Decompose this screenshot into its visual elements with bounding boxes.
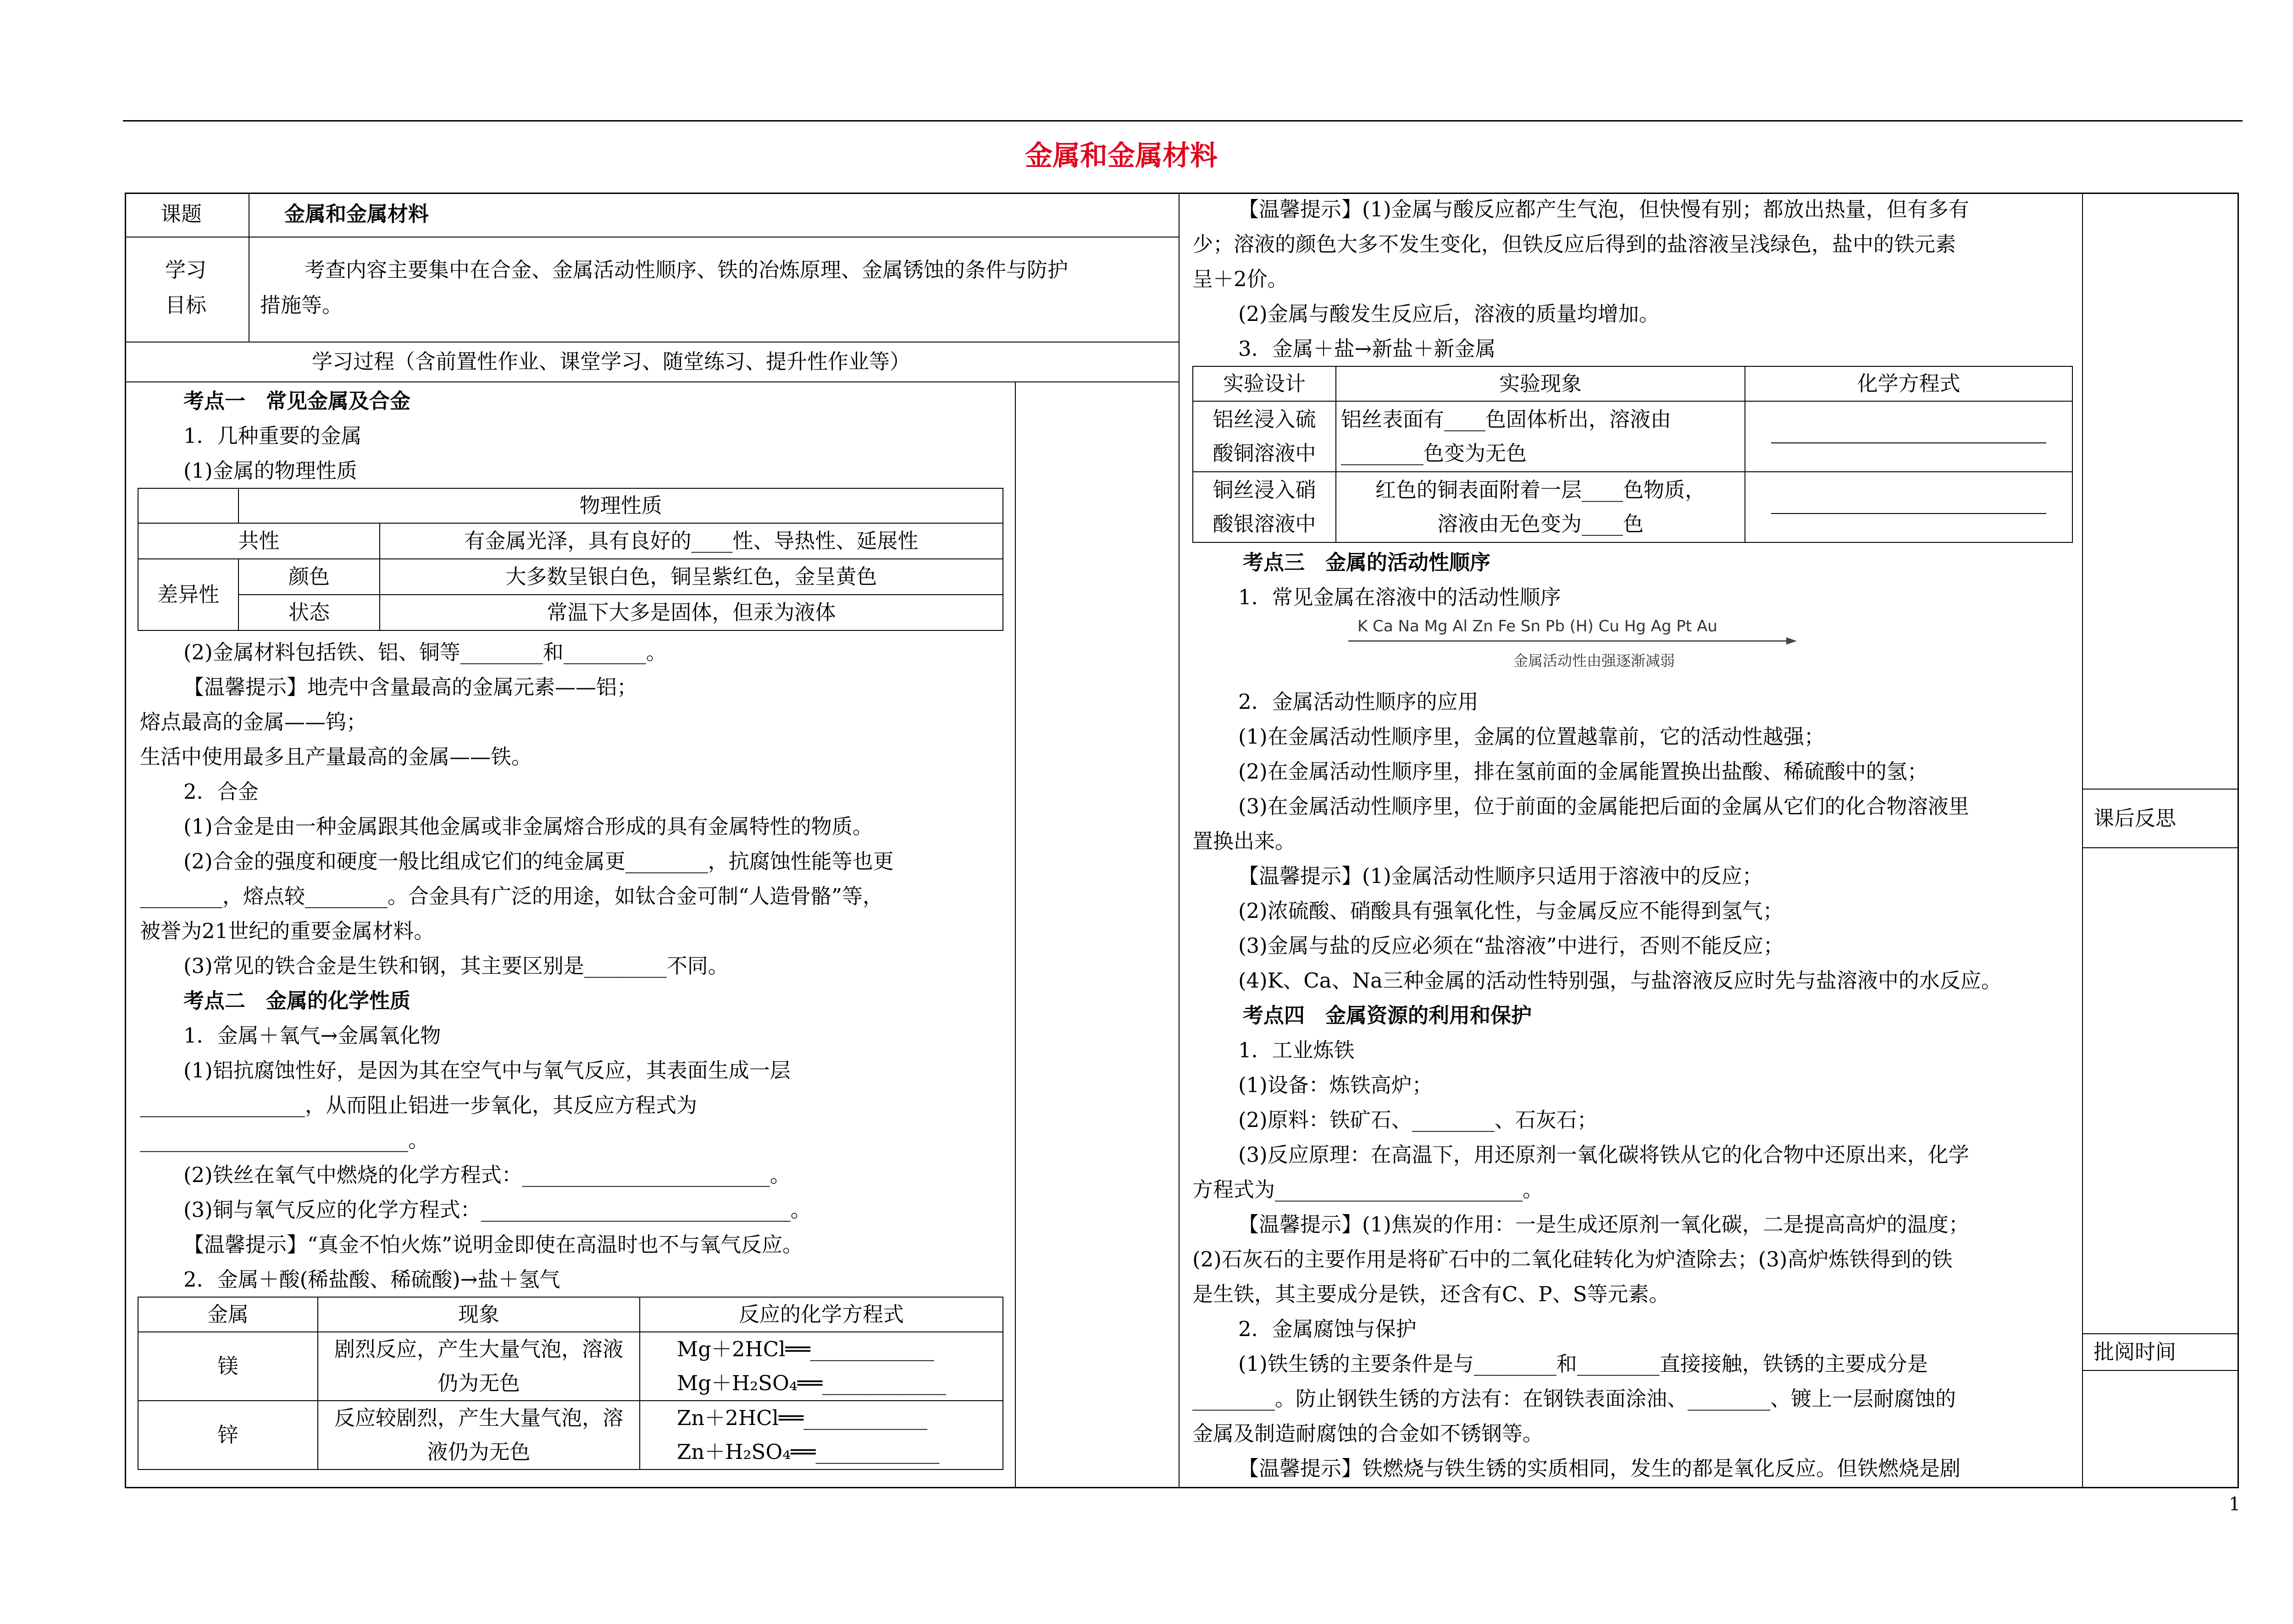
tip-4-line4: (4)K、Ca、Na三种金属的活动性特别强，与盐溶液反应时先与盐溶液中的水反应。 (1238, 968, 2002, 993)
main-column-divider (1179, 193, 1180, 1488)
salt-r1-phen-2: ________色变为无色 (1341, 441, 1527, 465)
section-1-heading: 考点一 常见金属及合金 (183, 389, 411, 413)
section-3-1: 1．常见金属在溶液中的活动性顺序 (1238, 585, 1561, 609)
section-3-2b: (2)在金属活动性顺序里，排在氢前面的金属能置换出盐酸、稀硫酸中的氢； (1238, 759, 1928, 784)
state-text: 常温下大多是固体，但汞为液体 (380, 595, 1003, 630)
page-title: 金属和金属材料 (1025, 140, 1218, 172)
section-2-1b: (2)铁丝在氧气中燃烧的化学方程式：________________________。 (183, 1163, 791, 1187)
page-number: 1 (2229, 1494, 2241, 1515)
acid-mg-eq-2: Mg＋H₂SO₄══____________ (677, 1371, 947, 1395)
side-column-divider (2082, 193, 2083, 1488)
goal-text-2: 措施等。 (260, 293, 343, 317)
tip-6: 【温馨提示】铁燃烧与铁生锈的实质相同，发生的都是氧化反应。但铁燃烧是剧 (1238, 1456, 1961, 1480)
section-1-2c: (3)常见的铁合金是生铁和钢，其主要区别是________不同。 (183, 954, 729, 978)
color-label: 颜色 (238, 559, 380, 595)
tip-3-line3: 呈＋2价。 (1192, 267, 1288, 291)
section-2-1: 1．金属＋氧气→金属氧化物 (183, 1023, 441, 1048)
tip-4-line1: 【温馨提示】(1)金属活动性顺序只适用于溶液中的反应； (1238, 864, 1763, 888)
acid-zn-phen-1: 反应较剧烈，产生大量气泡，溶 (334, 1406, 623, 1430)
section-2-2: 2．金属＋酸(稀盐酸、稀硫酸)→盐＋氢气 (183, 1267, 560, 1292)
goal-label-1: 学习 (165, 258, 207, 282)
acid-head-eq: 反应的化学方程式 (640, 1297, 1003, 1332)
topic-value: 金属和金属材料 (284, 202, 429, 226)
section-1-2b-line3: 被誉为21世纪的重要金属材料。 (140, 919, 435, 943)
common-text: 有金属光泽，具有良好的____性、导热性、延展性 (380, 523, 1003, 559)
acid-zn-eq-1: Zn＋2HCl══____________ (677, 1406, 928, 1430)
section-1-1: 1．几种重要的金属 (183, 424, 362, 448)
goal-label-2: 目标 (165, 293, 207, 317)
activity-series: K Ca Na Mg Al Zn Fe Sn Pb (H) Cu Hg Ag Pt Au (1357, 617, 1717, 635)
acid-zn-phen-2: 液仍为无色 (427, 1440, 531, 1464)
section-3-2: 2．金属活动性顺序的应用 (1238, 690, 1479, 714)
tip-5-line2: (2)石灰石的主要作用是将矿石中的二氧化硅转化为炉渣除去；(3)高炉炼铁得到的铁 (1192, 1247, 1953, 1271)
review-time-label: 批阅时间 (2094, 1340, 2177, 1364)
acid-mg-eq-1: Mg＋2HCl══____________ (677, 1337, 934, 1361)
header-row-line-1 (125, 237, 1180, 238)
section-1-1b: (2)金属材料包括铁、铝、铜等________和________。 (183, 640, 667, 664)
salt-r1-design-2: 酸铜溶液中 (1213, 441, 1316, 465)
state-label: 状态 (238, 595, 380, 630)
section-3-heading: 考点三 金属的活动性顺序 (1243, 550, 1491, 574)
section-1-1a: (1)金属的物理性质 (183, 458, 357, 483)
physical-properties-table (138, 488, 1003, 631)
learning-process-heading: 学习过程（含前置性作业、课堂学习、随堂练习、提升性作业等） (312, 349, 911, 374)
section-1-2: 2．合金 (183, 779, 259, 804)
acid-mg-phen-2: 仍为无色 (437, 1371, 520, 1395)
section-3-2a: (1)在金属活动性顺序里，金属的位置越靠前，它的活动性越强； (1238, 724, 1825, 749)
salt-r2-phen-2: 溶液由无色变为____色 (1437, 512, 1644, 536)
tip-1c: 生活中使用最多且产量最高的金属——铁。 (140, 745, 532, 769)
section-4-1c-line1: (3)反应原理：在高温下，用还原剂一氧化碳将铁从它的化合物中还原出来，化学 (1238, 1143, 1969, 1167)
section-4-1b: (2)原料：铁矿石、________、石灰石； (1238, 1108, 1598, 1132)
top-rule (123, 120, 2243, 122)
section-1-2a: (1)合金是由一种金属跟其他金属或非金属熔合形成的具有金属特性的物质。 (183, 814, 873, 839)
tip-1a: 【温馨提示】地壳中含量最高的金属元素——铝； (183, 675, 638, 699)
acid-zn-eq-2: Zn＋H₂SO₄══____________ (677, 1440, 940, 1464)
diff-label: 差异性 (138, 559, 238, 630)
after-class-reflection-label: 课后反思 (2094, 806, 2177, 830)
section-4-2a-line3: 金属及制造耐腐蚀的合金如不锈钢等。 (1192, 1421, 1544, 1446)
activity-caption: 金属活动性由强逐渐减弱 (1513, 652, 1675, 669)
header-row-line-3 (125, 381, 1180, 382)
tip-3-line1: 【温馨提示】(1)金属与酸反应都产生气泡，但快慢有别；都放出热量，但有多有 (1238, 197, 1969, 221)
color-text: 大多数呈银白色，铜呈紫红色，金呈黄色 (380, 559, 1003, 595)
topic-label: 课题 (161, 202, 202, 226)
metal-acid-table (138, 1297, 1003, 1470)
acid-head-metal: 金属 (138, 1297, 318, 1332)
left-inner-divider (1015, 381, 1016, 1488)
tip-2: 【温馨提示】“真金不怕火炼”说明金即使在高温时也不与氧气反应。 (183, 1232, 803, 1257)
activity-arrow-icon (1348, 636, 1798, 646)
section-3-2c-line1: (3)在金属活动性顺序里，位于前面的金属能把后面的金属从它们的化合物溶液里 (1238, 794, 1969, 818)
tip-4-line3: (3)金属与盐的反应必须在“盐溶液”中进行，否则不能反应； (1238, 934, 1784, 958)
salt-head-design: 实验设计 (1193, 366, 1336, 401)
acid-zn: 锌 (138, 1401, 318, 1469)
section-2-1a-line1: (1)铝抗腐蚀性好，是因为其在空气中与氧气反应，其表面生成一层 (183, 1058, 791, 1083)
tip-5-line3: 是生铁，其主要成分是铁，还含有C、P、S等元素。 (1192, 1282, 1670, 1306)
salt-r1-phen-1: 铝丝表面有____色固体析出，溶液由 (1341, 407, 1672, 431)
salt-head-eq: 化学方程式 (1745, 366, 2072, 401)
common-label: 共性 (138, 523, 380, 559)
tip-4-line2: (2)浓硫酸、硝酸具有强氧化性，与金属反应不能得到氢气； (1238, 899, 1783, 923)
salt-r1-design-1: 铝丝浸入硫 (1213, 407, 1316, 431)
acid-mg: 镁 (138, 1332, 318, 1401)
salt-r2-design-1: 铜丝浸入硝 (1213, 478, 1316, 502)
acid-mg-phen-1: 剧烈反应，产生大量气泡，溶液 (334, 1337, 623, 1361)
section-2-heading: 考点二 金属的化学性质 (183, 989, 411, 1013)
salt-r2-eq-blank (1771, 513, 2046, 514)
salt-r1-eq-blank (1771, 442, 2046, 443)
section-2-1c: (3)铜与氧气反应的化学方程式：______________________________。 (183, 1198, 811, 1222)
metal-salt-table (1192, 366, 2073, 543)
tip-5-line1: 【温馨提示】(1)焦炭的作用：一是生成还原剂一氧化碳，二是提高高炉的温度； (1238, 1212, 1969, 1237)
section-1-2b-line2: ________，熔点较________。合金具有广泛的用途，如钛合金可制“人造骨骼”等， (140, 884, 884, 908)
side-line-1 (2082, 789, 2239, 790)
section-4-1a: (1)设备：炼铁高炉； (1238, 1073, 1433, 1097)
side-line-4 (2082, 1370, 2239, 1371)
section-4-2: 2．金属腐蚀与保护 (1238, 1317, 1417, 1341)
acid-head-phen: 现象 (318, 1297, 640, 1332)
side-line-2 (2082, 847, 2239, 848)
goal-text-1: 考查内容主要集中在合金、金属活动性顺序、铁的冶炼原理、金属锈蚀的条件与防护 (305, 258, 1069, 282)
tip-3-line2: 少；溶液的颜色大多不发生变化，但铁反应后得到的盐溶液呈浅绿色，盐中的铁元素 (1192, 232, 1956, 256)
section-2-1a-line2: ________________，从而阻止铝进一步氧化，其反应方程式为 (140, 1093, 698, 1117)
section-4-1: 1．工业炼铁 (1238, 1038, 1355, 1062)
section-4-1c-line2: 方程式为________________________。 (1192, 1177, 1544, 1202)
salt-head-phen: 实验现象 (1336, 366, 1745, 401)
tip-1b: 熔点最高的金属——钨； (140, 710, 367, 734)
phys-head: 物理性质 (238, 488, 1003, 523)
section-2-1a-line3: __________________________。 (140, 1128, 429, 1152)
section-2-3: 3．金属＋盐→新盐＋新金属 (1238, 337, 1496, 361)
salt-r2-phen-1: 红色的铜表面附着一层____色物质， (1375, 478, 1706, 502)
section-4-heading: 考点四 金属资源的利用和保护 (1243, 1003, 1532, 1027)
section-1-2b-line1: (2)合金的强度和硬度一般比组成它们的纯金属更________，抗腐蚀性能等也更 (183, 849, 894, 873)
section-3-2c-line2: 置换出来。 (1192, 829, 1296, 853)
section-4-2a-line2: ________。防止钢铁生锈的方法有：在钢铁表面涂油、________、镀上一层耐腐蚀的 (1192, 1386, 1956, 1411)
section-4-2a-line1: (1)铁生锈的主要条件是与________和________直接接触，铁锈的主要成分是 (1238, 1352, 1928, 1376)
tip-3-line4: (2)金属与酸发生反应后，溶液的质量均增加。 (1238, 302, 1660, 326)
salt-r2-design-2: 酸银溶液中 (1213, 512, 1316, 536)
